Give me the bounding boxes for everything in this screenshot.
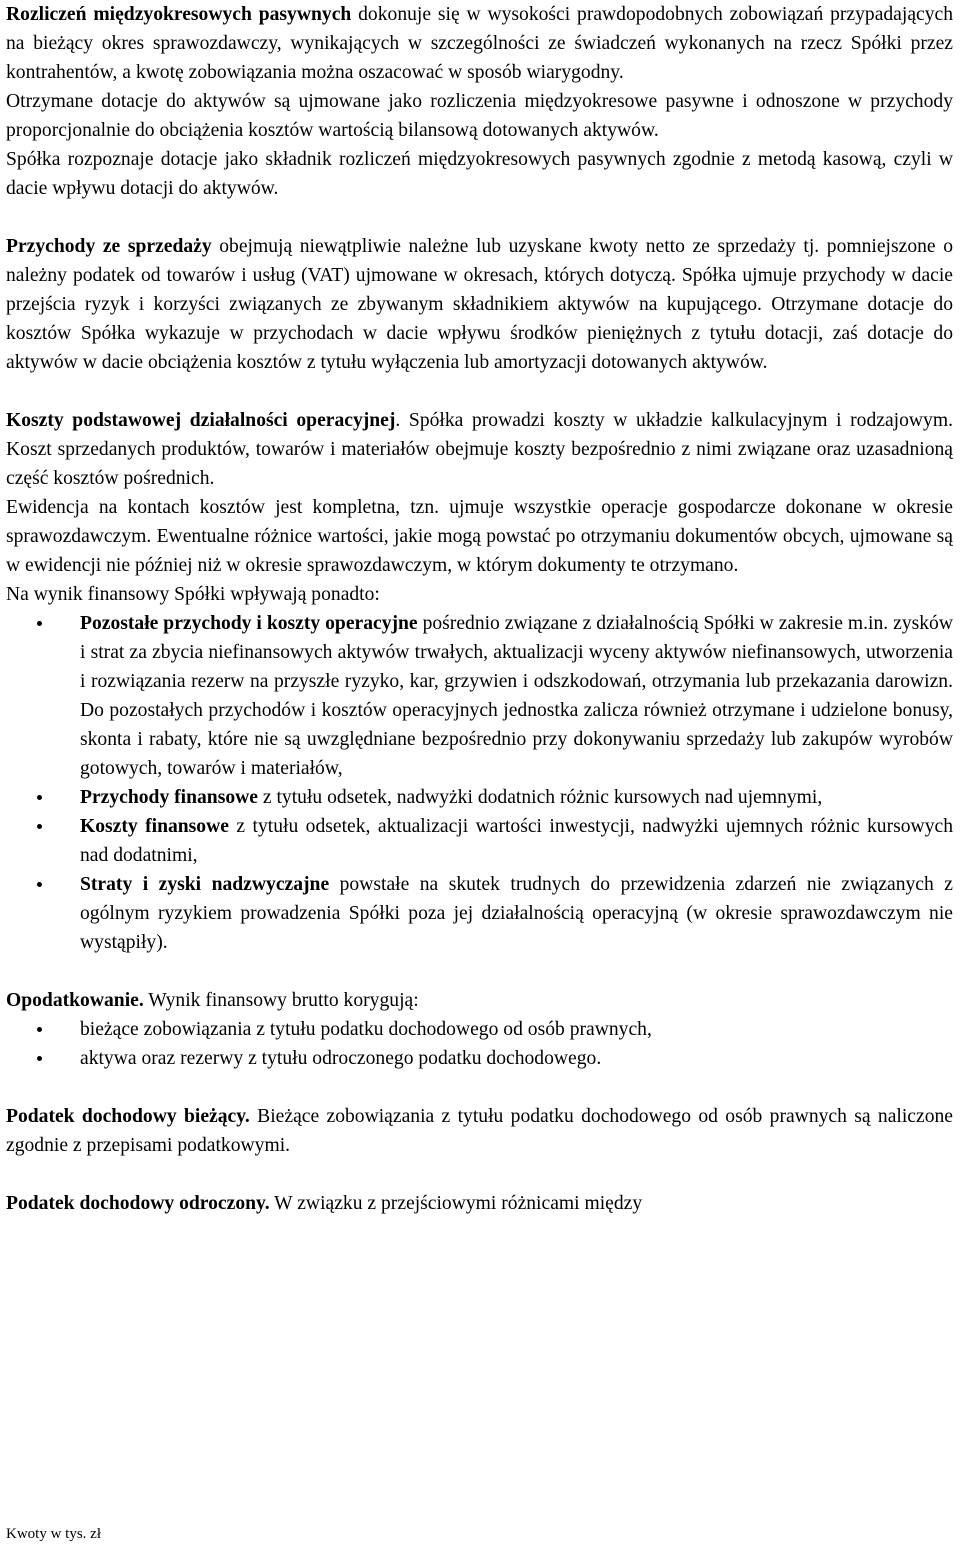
list-item-text: aktywa oraz rezerwy z tytułu odroczonego podatku dochodowego. — [80, 1048, 602, 1069]
list-item — [6, 812, 953, 870]
term-deferred-tax: Podatek dochodowy odroczony. — [6, 1193, 270, 1214]
paragraph-result-intro: Na wynik finansowy Spółki wpływają ponadto: — [6, 584, 380, 605]
bullet-icon — [37, 621, 42, 626]
term-current-tax: Podatek dochodowy bieżący. — [6, 1106, 250, 1127]
term-accrued-liabilities: Rozliczeń międzyokresowych pasywnych — [6, 4, 352, 25]
paragraph-asset-grants: Otrzymane dotacje do aktywów są ujmowane jako rozliczenia międzyokresowe pasywne i odnoszone w przychody proporcjonalnie do obciążenia kosztów wartością bilansową dotowanych aktywów. — [6, 91, 953, 141]
list-item-term: Straty i zyski nadzwyczajne — [80, 874, 330, 895]
list-item — [6, 1015, 953, 1044]
paragraph-text: obejmują niewątpliwie należne lub uzyskane kwoty netto ze sprzedaży tj. pomniejszone o należny podatek od towarów i usług (VAT) ujmowane w okresach, których dotyczą. Spółka ujmuje przychody w dacie przejścia ryzyk i korzyści związanych ze zbywanym składnikiem aktywów na kupującego. Otrzymane dotacje do kosztów Spółka wykazuje w przychodach w dacie wpływu środków pieniężnych z tytułu dotacji, zaś dotacje do aktywów w dacie obciążenia kosztów z tytułu wyłączenia lub amortyzacji dotowanych aktywów. — [6, 236, 954, 373]
list-item-text: powstałe na skutek trudnych do przewidzenia zdarzeń nie związanych z ogólnym ryzykiem prowadzenia Spółki poza jej działalnością operacyjną (w okresie sprawozdawczym nie wystąpiły). — [80, 874, 953, 953]
paragraph-sales-revenue — [6, 232, 953, 377]
list-item — [6, 783, 953, 812]
paragraph-text: dokonuje się w wysokości prawdopodobnych zobowiązań przypadających na bieżący okres sprawozdawczy, wynikających w szczególności ze świadczeń wykonanych na rzecz Spółki przez kontrahentów, a kwotę zobowiązania można oszacować w sposób wiarygodny. — [6, 4, 954, 83]
list-item-text: z tytułu odsetek, aktualizacji wartości inwestycji, nadwyżki ujemnych różnic kursowych nad dodatnimi, — [80, 816, 953, 866]
paragraph-text: W związku z przejściowymi różnicami między — [269, 1193, 643, 1214]
term-operating-costs: Koszty podstawowej działalności operacyjnej — [6, 410, 396, 431]
tax-adjustments-list — [6, 1015, 953, 1073]
result-factors-list — [6, 609, 953, 957]
bullet-icon — [37, 795, 42, 800]
list-item-text: pośrednio związane z działalnością Spółki w zakresie m.in. zysków i strat za zbycia niefinansowych aktywów trwałych, aktualizacji wyceny aktywów niefinansowych, utworzenia i rozwiązania rezerw na przyszłe ryzyko, kar, grzywien i odszkodowań, otrzymania lub przekazania darowizn. Do pozostałych przychodów i kosztów operacyjnych jednostka zalicza również otrzymane i udzielone bonusy, skonta i rabaty, które nie są uwzględniane bezpośrednio przy dokonywaniu sprzedaży lub zakupów wyrobów gotowych, towarów i materiałów, — [80, 613, 953, 779]
paragraph-cost-records: Ewidencja na kontach kosztów jest kompletna, tzn. ujmuje wszystkie operacje gospodarcze dokonane w okresie sprawozdawczym. Ewentualne różnice wartości, jakie mogą powstać po otrzymaniu dokumentów obcych, ujmowane są w ewidencji nie później niż w okresie sprawozdawczym, w którym dokumenty te otrzymano. — [6, 497, 953, 576]
list-item — [6, 1044, 953, 1073]
paragraph-text: Wynik finansowy brutto korygują: — [143, 990, 419, 1011]
bullet-icon — [37, 1027, 42, 1032]
paragraph-grant-recognition: Spółka rozpoznaje dotacje jako składnik rozliczeń międzyokresowych pasywnych zgodnie z metodą kasową, czyli w dacie wpływu dotacji do aktywów. — [6, 149, 953, 199]
list-item-term: Przychody finansowe — [80, 787, 258, 808]
list-item-term: Koszty finansowe — [80, 816, 229, 837]
list-item — [6, 609, 953, 783]
list-item-text: z tytułu odsetek, nadwyżki dodatnich różnic kursowych nad ujemnymi, — [257, 787, 823, 808]
paragraph-operating-costs — [6, 406, 953, 493]
term-taxation: Opodatkowanie. — [6, 990, 144, 1011]
bullet-icon — [37, 1056, 42, 1061]
page-footer: Kwoty w tys. zł — [6, 1526, 101, 1542]
paragraph-taxation — [6, 986, 953, 1015]
list-item-text: bieżące zobowiązania z tytułu podatku dochodowego od osób prawnych, — [80, 1019, 652, 1040]
paragraph-current-tax — [6, 1102, 953, 1160]
term-sales-revenue: Przychody ze sprzedaży — [6, 236, 212, 257]
bullet-icon — [37, 824, 42, 829]
paragraph-text: Bieżące zobowiązania z tytułu podatku dochodowego od osób prawnych są naliczone zgodnie z przepisami podatkowymi. — [6, 1106, 953, 1156]
paragraph-deferred-tax — [6, 1189, 953, 1218]
list-item-term: Pozostałe przychody i koszty operacyjne — [80, 613, 418, 634]
paragraph-accrued-liabilities — [6, 0, 953, 87]
paragraph-text: . Spółka prowadzi koszty w układzie kalkulacyjnym i rodzajowym. Koszt sprzedanych produktów, towarów i materiałów obejmuje koszty bezpośrednio z nimi związane oraz uzasadnioną część kosztów pośrednich. — [6, 410, 953, 489]
list-item — [6, 870, 953, 957]
bullet-icon — [37, 882, 42, 887]
